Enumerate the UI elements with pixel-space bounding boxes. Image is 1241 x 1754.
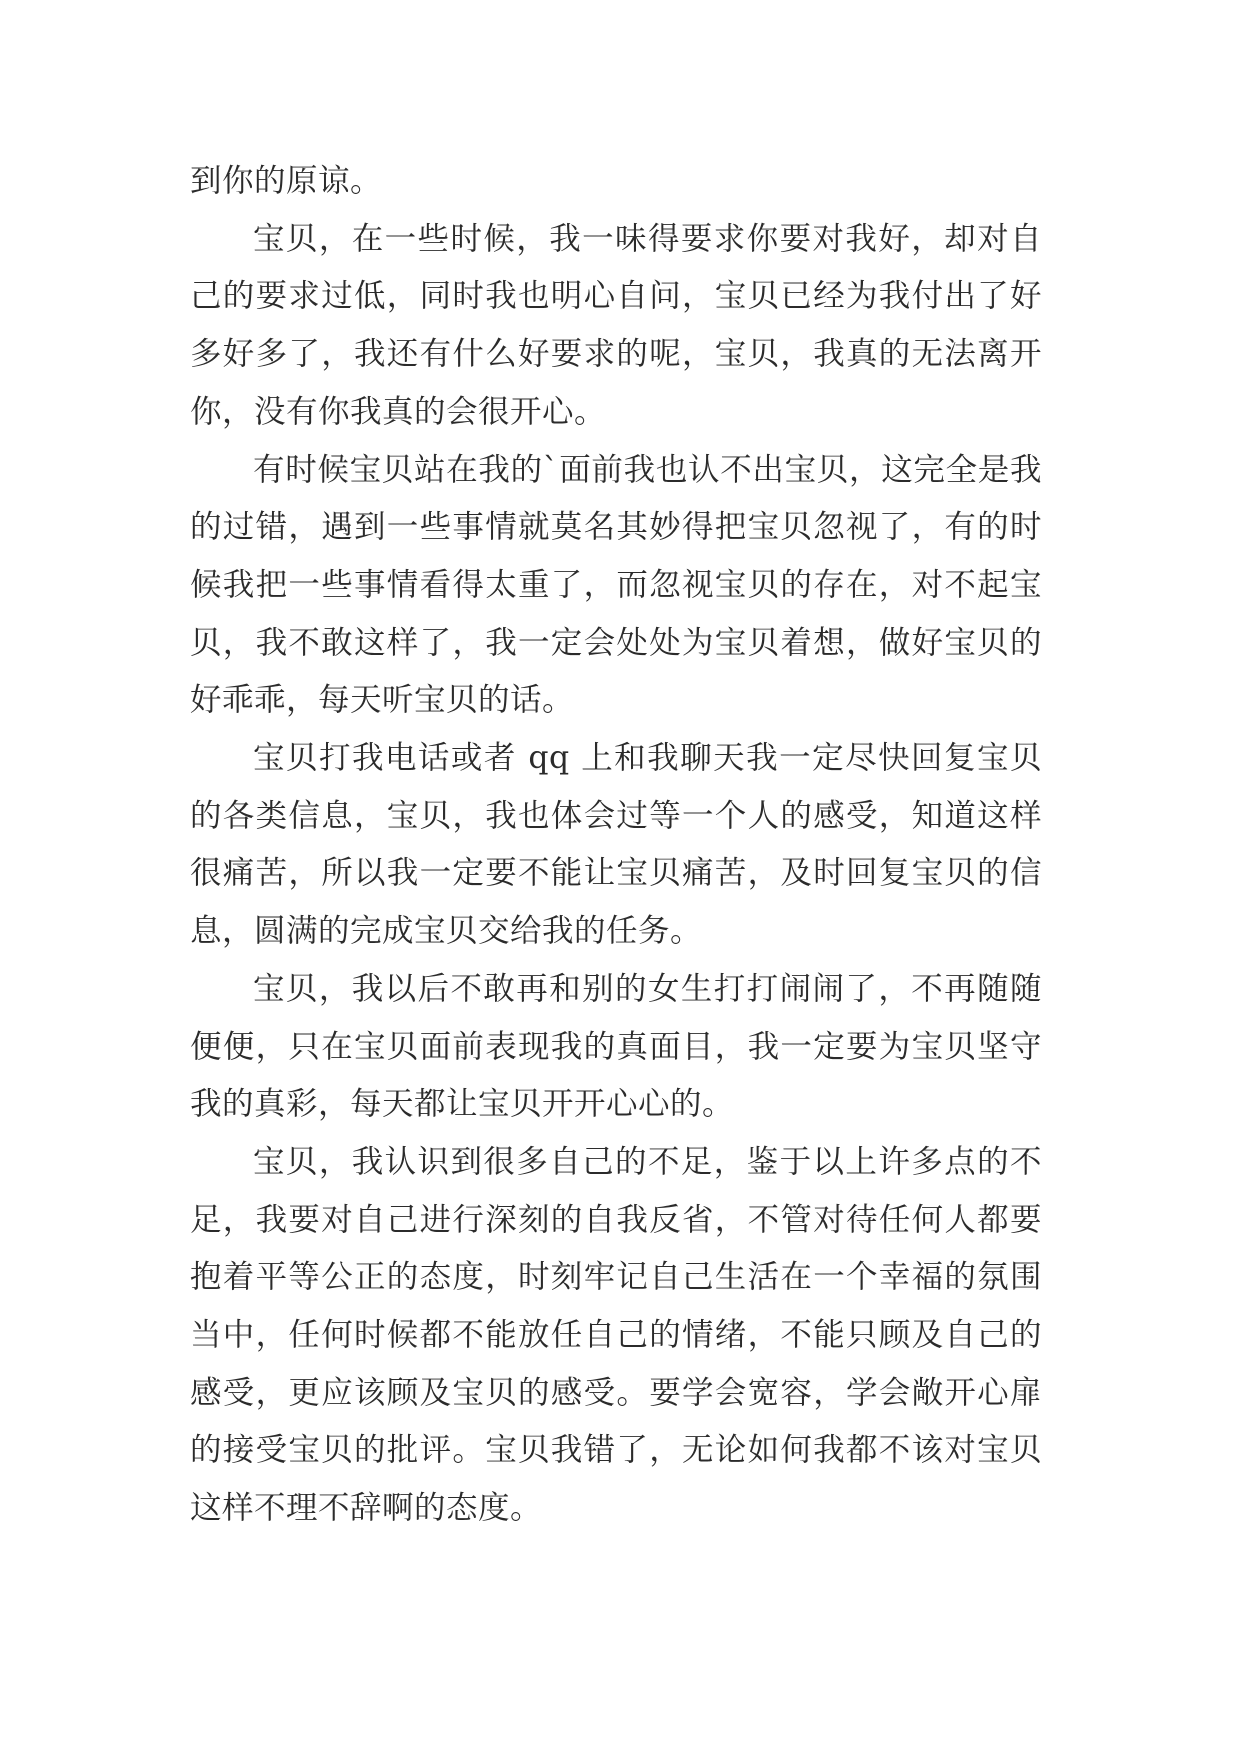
paragraph-1: 到你的原谅。 xyxy=(190,163,383,199)
document-body xyxy=(190,153,1042,1538)
paragraph-5: 宝贝，我以后不敢再和别的女生打打闹闹了，不再随随便便，只在宝贝面前表现我的真面目，我一定要为宝贝坚守我的真彩，每天都让宝贝开开心心的。 xyxy=(190,970,1042,1123)
paragraph-3: 有时候宝贝站在我的`面前我也认不出宝贝，这完全是我的过错，遇到一些事情就莫名其妙得把宝贝忽视了，有的时候我把一些事情看得太重了，而忽视宝贝的存在，对不起宝贝，我不敢这样了，我一定会处处为宝贝着想，做好宝贝的好乖乖，每天听宝贝的话。 xyxy=(190,451,1042,719)
paragraph-6: 宝贝，我认识到很多自己的不足，鉴于以上许多点的不足，我要对自己进行深刻的自我反省，不管对待任何人都要抱着平等公正的态度，时刻牢记自己生活在一个幸福的氛围当中，任何时候都不能放任自己的情绪，不能只顾及自己的感受，更应该顾及宝贝的感受。要学会宽容，学会敞开心扉的接受宝贝的批评。宝贝我错了，无论如何我都不该对宝贝这样不理不辞啊的态度。 xyxy=(190,1143,1042,1527)
paragraph-2: 宝贝，在一些时候，我一味得要求你要对我好，却对自己的要求过低，同时我也明心自问，宝贝已经为我付出了好多好多了，我还有什么好要求的呢，宝贝，我真的无法离开你，没有你我真的会很开心。 xyxy=(190,220,1042,430)
paragraph-4: 宝贝打我电话或者 qq 上和我聊天我一定尽快回复宝贝的各类信息，宝贝，我也体会过等一个人的感受，知道这样很痛苦，所以我一定要不能让宝贝痛苦，及时回复宝贝的信息，圆满的完成宝贝交给我的任务。 xyxy=(190,740,1042,950)
